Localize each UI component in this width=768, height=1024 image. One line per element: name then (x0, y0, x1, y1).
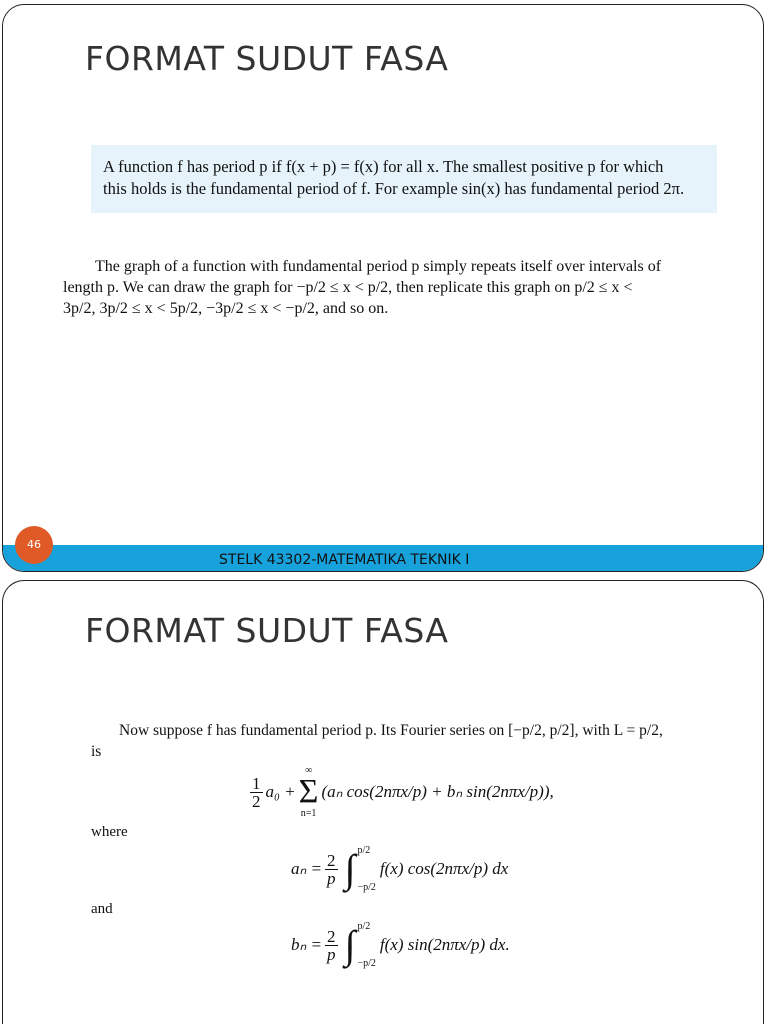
paragraph-line: length p. We can draw the graph for −p/2 ≤ x < p/2, then replicate this graph on p/2 ≤ x < (63, 279, 633, 296)
intro-line: is (91, 743, 102, 760)
fourier-series-equation (247, 765, 554, 819)
an-integrand: f(x) cos(2nπx/p) dx (379, 859, 509, 878)
definition-line: this holds is the fundamental period of f. For example sin(x) has fundamental period 2π. (103, 179, 685, 198)
paragraph-line: 3p/2, 3p/2 ≤ x < 5p/2, −3p/2 ≤ x < −p/2, and so on. (63, 300, 389, 317)
definition-line: A function f has period p if f(x + p) = f(x) for all x. The smallest positive p for which (103, 157, 664, 176)
series-terms: (aₙ cos(2nπx/p) + bₙ sin(2nπx/p)), (321, 782, 554, 801)
intro-line: Now suppose f has fundamental period p. Its Fourier series on [−p/2, p/2], with L = p/2, (119, 722, 663, 739)
bn-fraction: $\frac{2}{p}$ (327, 926, 336, 964)
where-label: where (91, 824, 128, 840)
page-number-badge: 46 (15, 526, 53, 564)
paragraph-line: The graph of a function with fundamental period p simply repeats itself over intervals of (95, 258, 662, 275)
slide-46 (2, 4, 764, 572)
integral-sign: ∫ p/2 −p/2 (344, 921, 376, 969)
half-fraction: $\frac{1}{2}$ (252, 773, 261, 811)
slide-47 (2, 580, 764, 1024)
bn-lhs: bₙ = (291, 935, 322, 954)
and-label: and (91, 901, 113, 917)
footer-bar (3, 545, 764, 572)
slide-title: FORMAT SUDUT FASA (85, 611, 449, 650)
an-equation (291, 845, 508, 893)
footer-text: STELK 43302-MATEMATIKA TEKNIK I (219, 552, 470, 568)
bn-integrand: f(x) sin(2nπx/p) dx. (379, 935, 510, 954)
summation: ∞ Σ n=1 (298, 765, 319, 819)
an-fraction: $\frac{2}{p}$ (327, 850, 336, 888)
slide-title: FORMAT SUDUT FASA (85, 39, 449, 78)
a0-term: a₀ + (265, 782, 296, 801)
definition-box (91, 145, 717, 213)
integral-sign: ∫ p/2 −p/2 (344, 845, 376, 893)
an-lhs: aₙ = (291, 859, 322, 878)
bn-equation (291, 921, 510, 969)
